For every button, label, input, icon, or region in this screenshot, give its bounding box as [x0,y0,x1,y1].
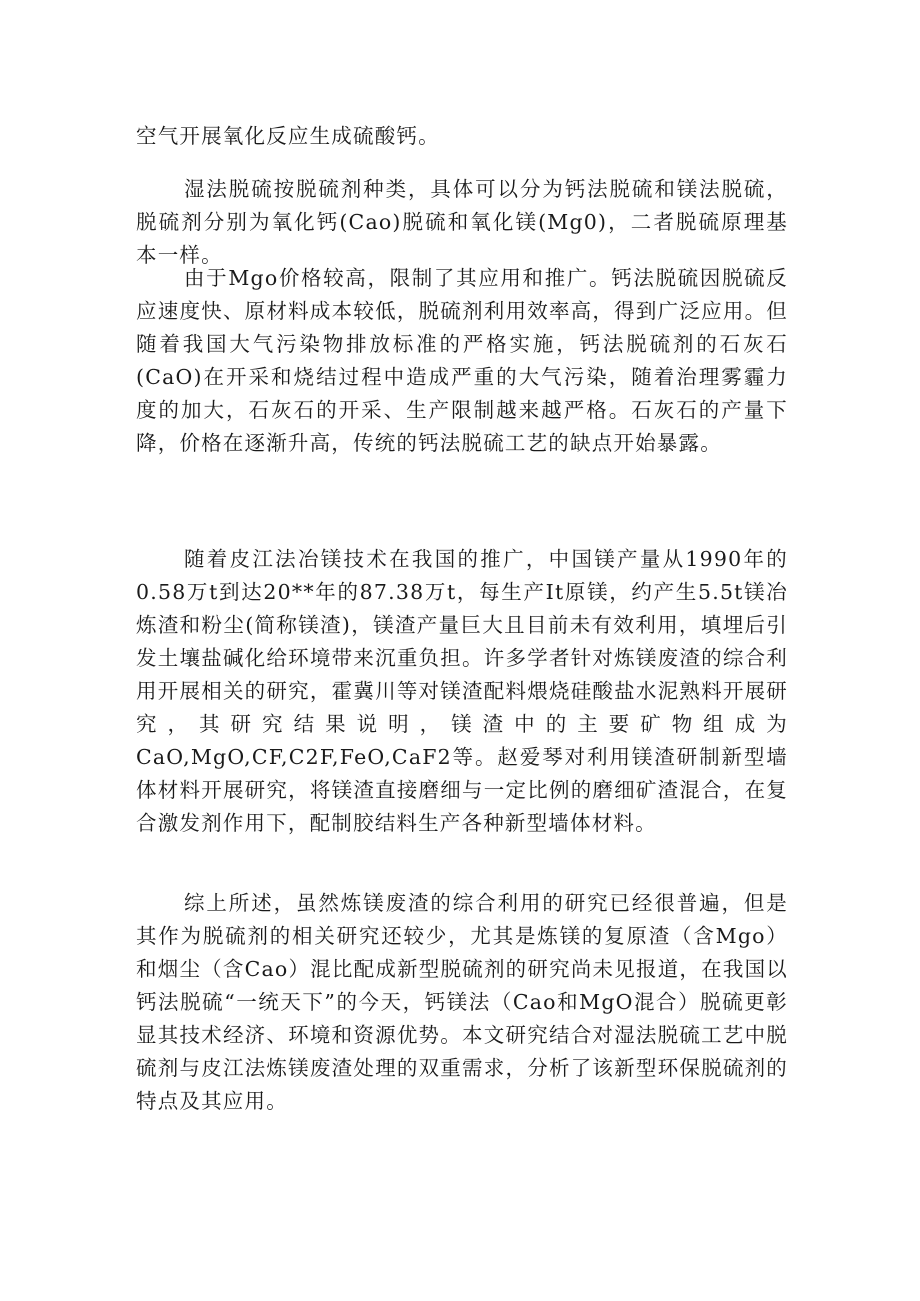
paragraph-calcium-method-drawbacks: 由于Mgo价格较高，限制了其应用和推广。钙法脱硫因脱硫反应速度快、原材料成本较低，脱硫剂利用效率高，得到广泛应用。但随着我国大气污染物排放标准的严格实施，钙法脱硫剂的石灰石(CaO)在开采和烧结过程中造成严重的大气污染，随着治理雾霾力度的加大，石灰石的开采、生产限制越来越严格。石灰石的产量下降，价格在逐渐升高，传统的钙法脱硫工艺的缺点开始暴露。 [136,266,788,455]
paragraph-summary: 综上所述，虽然炼镁废渣的综合利用的研究已经很普遍，但是其作为脱硫剂的相关研究还较少，尤其是炼镁的复原渣（含Mgo）和烟尘（含Cao）混比配成新型脱硫剂的研究尚未见报道，在我国以钙法脱硫“一统天下”的今天，钙镁法（Cao和MgO混合）脱硫更彰显其技术经济、环境和资源优势。本文研究结合对湿法脱硫工艺中脱硫剂与皮江法炼镁废渣处理的双重需求，分析了该新型环保脱硫剂的特点及其应用。 [136,891,788,1113]
paragraph-magnesium-slag-research: 随着皮江法冶镁技术在我国的推广，中国镁产量从1990年的0.58万t到达20**年的87.38万t，每生产It原镁，约产生5.5t镁冶炼渣和粉尘(简称镁渣)，镁渣产量巨大且目前未有效利用，填埋后引发土壤盐碱化给环境带来沉重负担。许多学者针对炼镁废渣的综合利用开展相关的研究，霍冀川等对镁渣配料煨烧硅酸盐水泥熟料开展研究，其研究结果说明，镁渣中的主要矿物组成为CaO,MgO,CF,C2F,FeO,CaF2等。赵爱琴对利用镁渣研制新型墙体材料开展研究，将镁渣直接磨细与一定比例的磨细矿渣混合，在复合激发剂作用下，配制胶结料生产各种新型墙体材料。 [136,547,788,835]
paragraph-wet-desulfurization-types: 湿法脱硫按脱硫剂种类，具体可以分为钙法脱硫和镁法脱硫，脱硫剂分别为氧化钙(Cao)脱硫和氧化镁(Mg0)，二者脱硫原理基本一样。 [136,177,788,267]
paragraph-oxidation-continuation: 空气开展氧化反应生成硫酸钙。 [136,124,440,148]
